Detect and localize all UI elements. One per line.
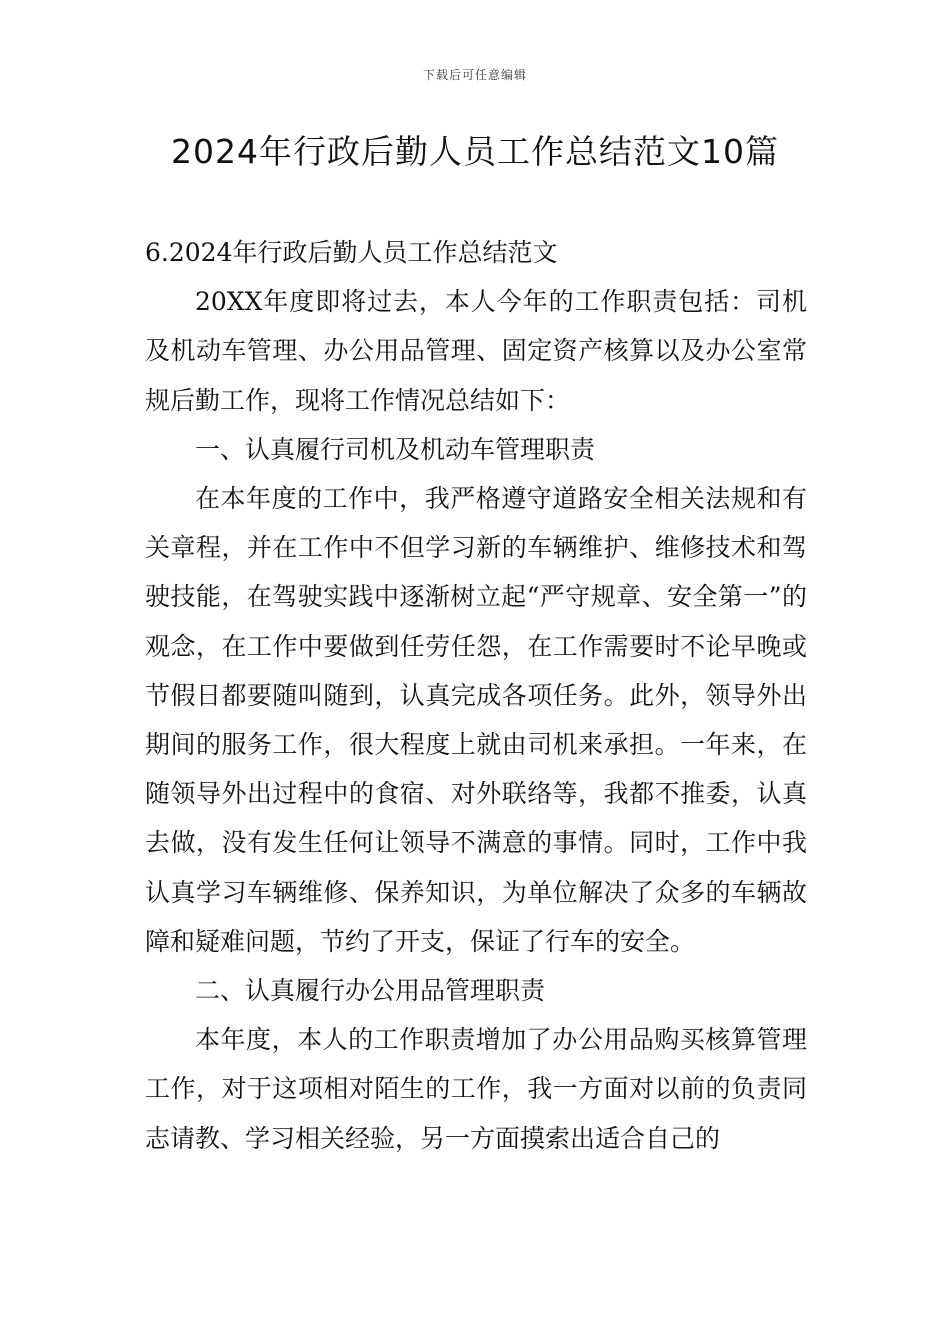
header-note: 下载后可任意编辑 (422, 68, 527, 82)
document-title: 2024年行政后勤人员工作总结范文10篇 (171, 132, 779, 171)
heading-driver-duties: 一、认真履行司机及机动车管理职责 (195, 434, 596, 464)
document-body (145, 228, 807, 1163)
paragraph-intro: 20XX年度即将过去，本人今年的工作职责包括：司机及机动车管理、办公用品管理、固定资产核算以及办公室常规后勤工作，现将工作情况总结如下： (145, 287, 807, 415)
section-title: 6.2024年行政后勤人员工作总结范文 (145, 238, 558, 267)
paragraph-office-supplies: 本年度，本人的工作职责增加了办公用品购买核算管理工作，对于这项相对陌生的工作，我一方面对以前的负责同志请教、学习相关经验，另一方面摸索出适合自己的 (145, 1025, 807, 1153)
paragraph-driver-duties: 在本年度的工作中，我严格遵守道路安全相关法规和有关章程，并在工作中不但学习新的车辆维护、维修技术和驾驶技能，在驾驶实践中逐渐树立起“严守规章、安全第一”的观念，在工作中要做到任劳任怨，在工作需要时不论早晚或节假日都要随叫随到，认真完成各项任务。此外，领导外出期间的服务工作，很大程度上就由司机来承担。一年来，在随领导外出过程中的食宿、对外联络等，我都不推委，认真去做，没有发生任何让领导不满意的事情。同时，工作中我认真学习车辆维修、保养知识，为单位解决了众多的车辆故障和疑难问题，节约了开支，保证了行车的安全。 (145, 484, 807, 956)
heading-office-supplies: 二、认真履行办公用品管理职责 (195, 976, 546, 1006)
